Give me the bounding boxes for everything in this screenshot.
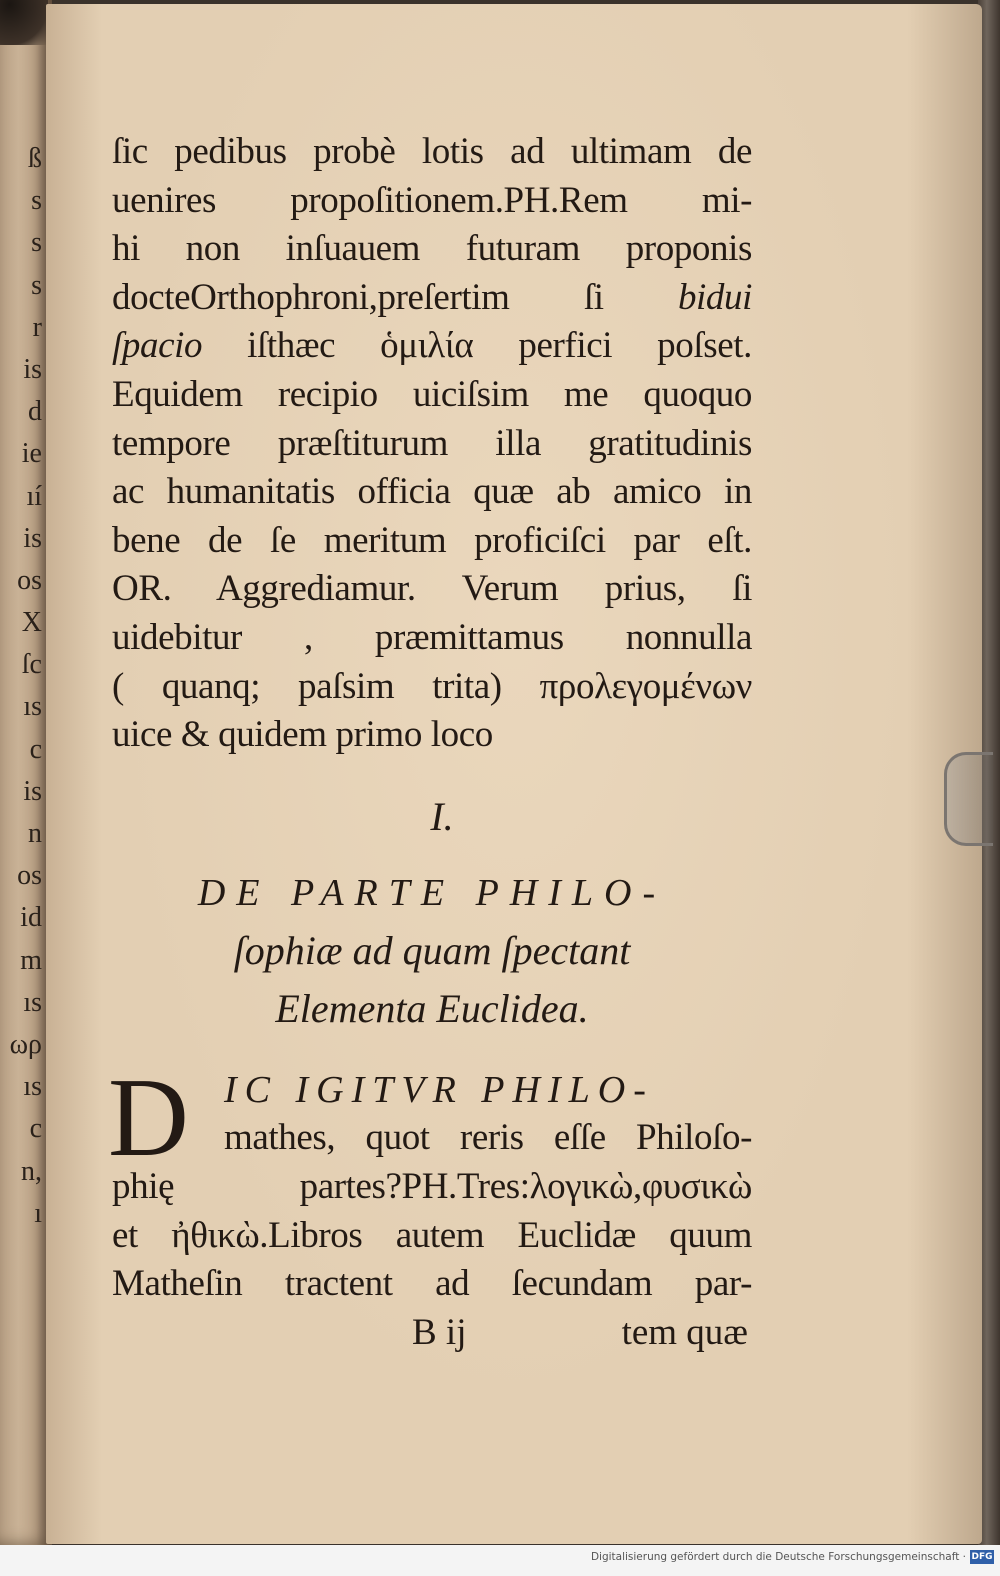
left-letter: s: [31, 269, 42, 301]
left-letter: is: [23, 522, 42, 554]
page-text: [108, 128, 752, 1357]
text-span: docteOrthophroni,preſertim ſi: [112, 276, 678, 318]
left-letter: ıs: [23, 986, 42, 1018]
text-line: ſic pedibus probè lotis ad ultimam de: [112, 131, 752, 172]
signature-mark: B ij: [412, 1311, 467, 1353]
left-letter: n,: [21, 1155, 42, 1187]
left-letter: ie: [21, 438, 42, 470]
funding-notice: Digitalisierung gefördert durch die Deutsche Forschungsgemeinschaft ·: [590, 1551, 966, 1563]
section-heading: DE PARTE PHILO-: [197, 871, 667, 914]
text-line: [112, 274, 752, 323]
text-line: ac humanitatis officia quæ ab amico in: [112, 471, 752, 513]
text-line: hi non inſuauem futuram proponis: [112, 228, 752, 270]
left-letter: s: [31, 227, 42, 259]
section-number: I.: [430, 793, 454, 839]
page-foot: [112, 1309, 752, 1358]
left-letter: s: [31, 185, 42, 217]
left-letter: m: [20, 944, 42, 976]
section-heading-line: ſophiæ ad quam ſpectant: [233, 927, 631, 973]
text-span: iſthæc ὁμιλία perfici poſset.: [202, 325, 752, 367]
left-letter: n: [28, 818, 42, 849]
left-letter: X: [21, 607, 42, 639]
left-letter: ı: [34, 1197, 42, 1229]
text-line: mathes, quot reris eſſe Philoſo-: [224, 1117, 752, 1159]
left-letter: os: [17, 860, 42, 892]
left-letter: c: [29, 733, 42, 765]
left-letter: r: [32, 311, 42, 343]
left-page-letters: [2, 138, 42, 1235]
italic-word: bidui: [677, 276, 752, 318]
left-letter: is: [23, 353, 42, 385]
drop-cap: D: [108, 1055, 189, 1180]
paragraph: [108, 1055, 752, 1358]
catchword: tem quæ: [621, 1311, 748, 1353]
text-line: bene de ſe meritum proficiſci par eſt.: [112, 519, 752, 561]
text-line: uenires propoſitionem.PH.Rem mi-: [112, 179, 752, 221]
text-line: uice & quidem primo loco: [112, 714, 493, 756]
text-line: uidebitur , præmittamus nonnulla: [112, 616, 752, 658]
left-letter: ωρ: [9, 1028, 42, 1060]
text-line: IC IGITVR PHILO-: [224, 1068, 654, 1111]
page-clip: [944, 752, 993, 846]
text-line: et ἠθικὼ.Libros autem Euclidæ quum: [112, 1214, 752, 1256]
text-line: ( quanq; paſsim trita) προλεγομένων: [112, 665, 752, 707]
text-line: [112, 322, 752, 371]
dfg-logo: DFG: [971, 1552, 993, 1562]
section-heading-line: Elementa Euclidea.: [275, 985, 589, 1031]
left-letter: is: [23, 775, 42, 807]
left-facing-page: [0, 0, 52, 1545]
text-line: Matheſin tractent ad ſecundam par-: [112, 1263, 752, 1305]
left-letter: id: [20, 902, 42, 934]
left-letter: d: [28, 396, 42, 428]
left-letter: ıs: [23, 691, 42, 723]
left-letter: ıí: [26, 480, 42, 512]
left-letter: c: [29, 1113, 42, 1145]
text-line: Equidem recipio uiciſsim me quoquo: [112, 373, 752, 415]
left-letter: os: [17, 564, 42, 596]
text-line: tempore præſtiturum illa gratitudinis: [112, 422, 752, 464]
left-letter: ſc: [21, 649, 42, 681]
italic-word: ſpacio: [112, 325, 203, 367]
left-letter: ß: [28, 143, 42, 174]
text-line: OR. Aggrediamur. Verum prius, ſi: [112, 568, 752, 610]
page-corner-shadow: [0, 0, 48, 45]
left-letter: ıs: [23, 1071, 42, 1103]
text-line: phię partes?PH.Tres:λογικὼ,φυσικὼ: [112, 1165, 752, 1207]
